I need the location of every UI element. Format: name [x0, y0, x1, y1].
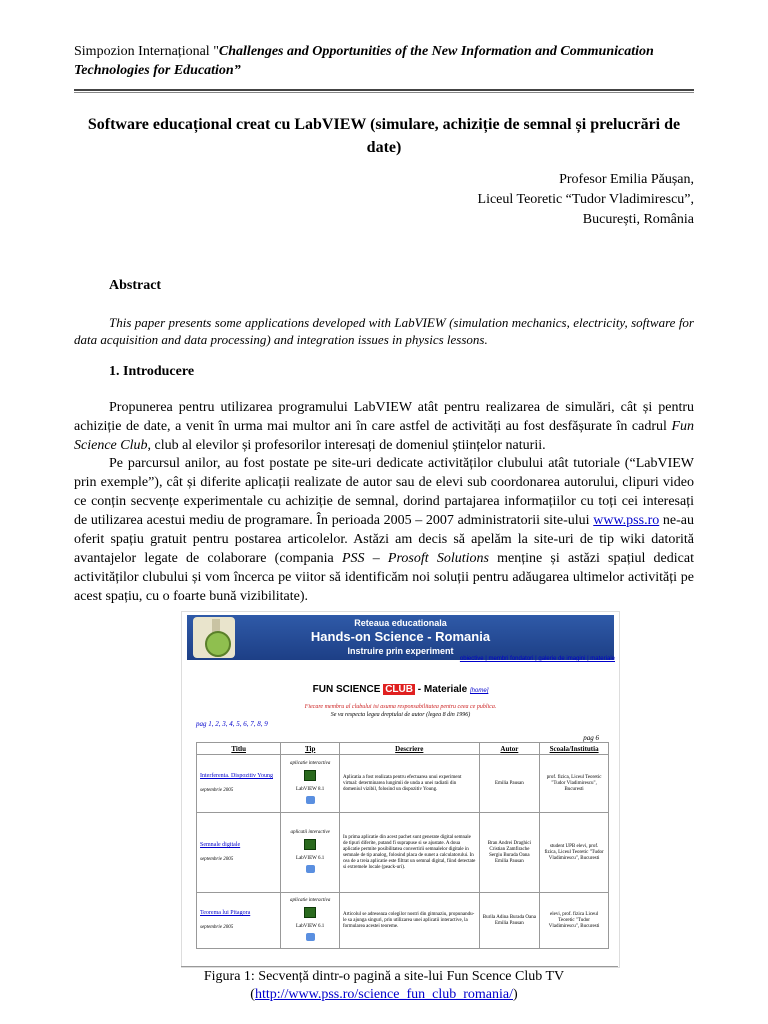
labview-icon[interactable]	[304, 907, 316, 918]
row-type: aplicatii interactive	[290, 829, 330, 835]
banner-line-1: Reteaua educationala	[354, 618, 447, 628]
row-title-link[interactable]: Teorema lui Pitagora	[200, 910, 251, 916]
abstract-text: This paper presents some applications developed with LabVIEW (simulation mechanics, electricity, software for data acquisition and data processing) and integration issues in physics lessons.	[74, 315, 694, 347]
conference-header	[74, 42, 694, 80]
col-header-scoala: Scoala/Institutia	[540, 743, 609, 755]
current-page-label: pag 6	[583, 734, 599, 742]
row-type: aplicatie interactiva	[289, 760, 331, 766]
figure-screenshot	[181, 611, 620, 968]
materials-table	[196, 742, 609, 949]
site-nav-links[interactable]: obiective | membri fondatori | galerie de imagini | materiale	[459, 656, 615, 662]
p2-text-c: menține și astăzi spațiul dedicat activităților clubului și vom încerca pe viitor să identificăm noi soluții pentru adăugarea ultimelor activități pe acest spațiu, cu o foarte bună vizibilitate).	[74, 551, 694, 604]
p2-text-a: Pe parcursul anilor, au fost postate pe site-uri dedicate activităților clubului atât tutoriale (“LabVIEW prin exemple”), cât și diferite aplicații realizate de autor sau de elevi sub coordonarea autorului, clipuri video ce conțin secvențe experimentale cu achiziție de semnal, dorind partajarea informațiilor cu toți cei interesați de utilizarea acestui mediu de programare. În perioada 2005 – 2007 administratorii site-ului	[74, 456, 694, 528]
row-title-link[interactable]: Semnale digitale	[200, 842, 241, 848]
row-date: septembrie 2005	[200, 857, 234, 862]
labview-icon[interactable]	[304, 770, 316, 781]
table-row	[197, 813, 609, 893]
p2-text-b: ne-au oferit spațiu gratuit pentru postarea articolelor. Astăzi am decis să apelăm la site-uri de tip wiki datorită avantajelor legate de colaborare (compania	[74, 513, 694, 566]
banner-line-2: Hands-on Science - Romania	[310, 629, 491, 644]
row-type: aplicatie interactiva	[289, 897, 331, 903]
author-school: Liceul Teoretic “Tudor Vladimirescu”,	[477, 192, 694, 207]
section-heading-introducere: 1. Introducere	[109, 364, 195, 379]
figure-caption-link-line: (http://www.pss.ro/science_fun_club_romania/)	[250, 987, 518, 1002]
p1-club-name: Fun Science Club	[74, 419, 694, 453]
fsc-text-b: - Materiale	[414, 684, 471, 695]
intro-paragraph-1	[74, 398, 694, 455]
row-type-cell	[281, 893, 340, 949]
banner-line-3: Instruire prin experiment	[347, 646, 454, 656]
copyright-notice: Se va respecta legea dreptului de autor (legea 8 din 1996)	[330, 712, 471, 718]
table-row	[197, 755, 609, 813]
col-header-descriere: Descriere	[339, 743, 479, 755]
author-city: București, România	[582, 212, 694, 227]
author-name: Profesor Emilia Păușan,	[559, 172, 694, 187]
table-row	[197, 893, 609, 949]
figure-bottom-rule	[181, 966, 618, 967]
conference-title: Challenges and Opportunities of the New Information and Communication Technologies for Education”	[74, 44, 654, 78]
row-description: In prima aplicatie din acest pachet sunt generate digital semnale de tipuri diferite, putand fi suprapuse si se ajustate. A doua aplicatie permite posibilitatea convertirii semnalelor digitale in semnale de tip analog, folosind placa de sunet a calculatorului. In cea de a treia aplicatie este filtrat un semnal digital, fiind detectate si extremele locale (peack-uri).	[339, 813, 479, 893]
p1-text-end: , club al elevilor și profesorilor interesați de domeniul științelor naturii.	[147, 438, 546, 453]
row-description: Aplicatia a fost realizata pentru efectuarea unui experiment virtual: determinarea lungimii de unda a unei radiatii din domeniul vizibil, folosind un dispozitiv Young.	[339, 755, 479, 813]
download-icon[interactable]	[306, 796, 315, 804]
download-icon[interactable]	[306, 933, 315, 941]
p1-text: Propunerea pentru utilizarea programului LabVIEW atât pentru realizarea de simulări, cât și pentru achiziție de date, a venit în urma mai multor ani în care astfel de activități au fost desfășurate în cadrul	[74, 400, 694, 434]
abstract-heading: Abstract	[109, 278, 162, 293]
header-divider	[74, 89, 694, 93]
row-title-link[interactable]: Interferenta. Dispozitiv Young	[200, 773, 273, 779]
row-date: septembrie 2005	[200, 788, 234, 793]
pss-link[interactable]: www.pss.ro	[593, 513, 660, 528]
figure-caption: Figura 1: Secvență dintr-o pagină a site-lui Fun Scence Club TV	[203, 969, 565, 984]
row-type-cell	[281, 755, 340, 813]
row-school: prof. fizica, Liceul Teoretic "Tudor Vladimirescu", Bucuresti	[540, 755, 609, 813]
fsc-club-badge: CLUB	[385, 684, 413, 695]
row-type-cell	[281, 813, 340, 893]
caption-url-link[interactable]: http://www.pss.ro/science_fun_club_romania/	[254, 987, 514, 1002]
col-header-autor: Autor	[479, 743, 540, 755]
site-banner	[187, 615, 614, 660]
row-title-cell	[197, 813, 281, 893]
row-title-cell	[197, 893, 281, 949]
responsibility-notice: Fiecare membru al clubului isi asuma responsabilitatea pentru ceea ce publica.	[304, 704, 497, 710]
intro-paragraph-2	[74, 454, 694, 606]
download-icon[interactable]	[306, 865, 315, 873]
row-version: LabVIEW 6.1	[296, 855, 325, 861]
row-version: LabVIEW 6.1	[296, 923, 325, 929]
col-header-titlu: Titlu	[197, 743, 281, 755]
labview-icon[interactable]	[304, 839, 316, 850]
row-title-cell	[197, 755, 281, 813]
table-header-row	[197, 743, 609, 755]
row-school: elevi, prof. fizica Liceul Teoretic "Tudor Vladimirescu", Bucuresti	[540, 893, 609, 949]
row-school: student UPB elevi, prof. fizica, Liceul Teoretic "Tudor Vladimirescu", Bucuresti	[540, 813, 609, 893]
paper-title: Software educațional creat cu LabVIEW (simulare, achiziție de semnal și prelucrări de date)	[87, 116, 681, 156]
pagination-links[interactable]: pag 1, 2, 3, 4, 5, 6, 7, 8, 9	[196, 720, 268, 728]
fun-science-club-heading	[182, 684, 619, 695]
row-description: Articolul se adreseaza colegilor nostri din gimnaziu, propunandu-le sa ajunga singuri, prin utilizarea unei aplicatii interactive, la formularea acestei teoreme.	[339, 893, 479, 949]
fsc-text-a: FUN SCIENCE	[312, 684, 384, 695]
home-link[interactable]: [home]	[470, 688, 489, 694]
col-header-tip: Tip	[281, 743, 340, 755]
row-author: Bran Andrei Draghici Cristian Zamfirache Sergiu Burada Oana Emilia Pausan	[479, 813, 540, 893]
p2-company: PSS – Prosoft Solutions	[341, 551, 489, 566]
row-author: Burila Adina Burada Oana Emilia Pausan	[479, 893, 540, 949]
row-date: septembrie 2005	[200, 925, 234, 930]
row-author: Emilia Pausan	[479, 755, 540, 813]
row-version: LabVIEW 8.1	[296, 786, 325, 792]
conference-prefix: Simpozion Internațional "	[74, 44, 219, 59]
author-block	[478, 170, 694, 230]
